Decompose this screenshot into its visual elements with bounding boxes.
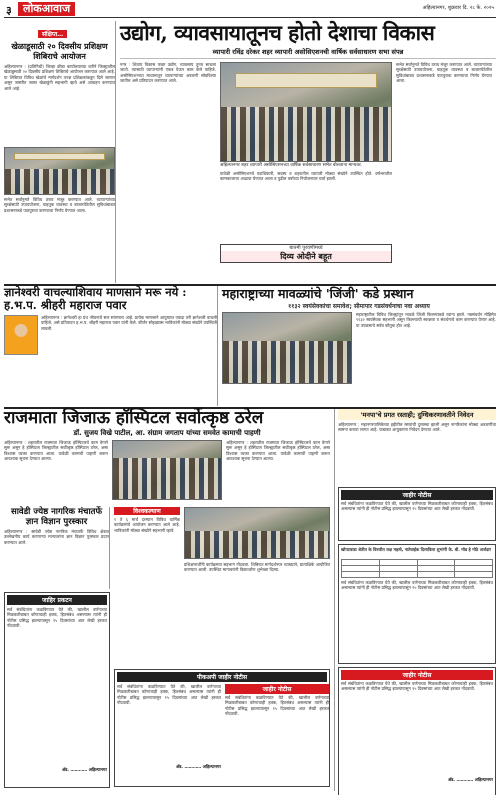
notice-table	[341, 559, 493, 578]
lead-headline: उद्योग, व्यावसायातूनच होतो देशाचा विकास	[120, 20, 435, 45]
lead-body-col2: यावेळी असोसिएशनचे पदाधिकारी, सदस्य व शहरातील व्यापारी मोठ्या संख्येने उपस्थित होते. वर्षभरातील कामकाजाचा आढावा घेण्यात आला व पुढील वर्षाच्या नियोजनावर चर्चा झाली.	[220, 170, 392, 181]
dnyaneshwari-story	[4, 286, 218, 406]
bottom-notices	[114, 669, 330, 791]
lead-body-col3: सभेत सर्वानुमते विविध ठराव मंजूर करण्यात आले. व्यापाऱ्यांच्या सुरक्षेसाठी उपाययोजना, वाहतूक व्यवस्था व बाजारपेठेतील सुविधांबाबत प्रशासनाकडे पाठपुरावा करण्याचा निर्णय घेण्यात आला.	[396, 62, 492, 84]
vishesh-box	[114, 507, 180, 667]
inner-box-kicker: बातमी पुरवणीमध्ये	[289, 244, 323, 251]
right-notice-bottom-title: जाहीर नोटीस	[341, 670, 493, 680]
brief-column	[4, 21, 116, 283]
public-notice-title: पीकअपी जाहीर नोटीस	[117, 672, 327, 682]
inner-box-title: दिव्य ओदीने बहूत	[221, 251, 391, 262]
hospital-subhead: डॉ. सुजय विखे पाटील, आ. संग्राम जगताप यांच्या समवेत कामाची पाहणी	[73, 429, 261, 437]
right-notice-top-title: जाहीर नोटीस	[341, 490, 493, 500]
brief-body: अहिल्यानगर : (प्रतिनिधी) जिल्हा क्रीडा कार्यालयाच्या वतीने जिल्ह्यातील खेळाडूसाठी २० दिवसीय प्रशिक्षण शिबिराचे आयोजन करण्यात आले आहे. या शिबिरात विविध खेळांचे मार्गदर्शन तज्ज्ञ प्रशिक्षकांकडून दिले जाणार असून जास्तीत जास्त खेळाडूंनी सहभागी व्हावे असे आवाहन करण्यात आले आहे.	[4, 64, 115, 91]
brief-photo	[4, 147, 115, 195]
dnyaneshwari-body: अहिल्यानगर : ज्ञानेश्वरी हा ग्रंथ जीवनाचे सार सांगणारा आहे. प्रत्येक माणसाने आयुष्यात एकदा तरी ज्ञानेश्वरी वाचली पाहिजे, असे प्रतिपादन ह.भ.प. श्रीहरी महाराज पवार यांनी केले. कीर्तन सोहळ्यास भाविकांनी मोठ्या संख्येने उपस्थिती लावली.	[41, 315, 217, 331]
jahir-notice-body: सर्व संबंधितांना कळविण्यात येते की, खालील वर्णनाच्या मिळकतीबाबत कोणाचाही हक्क, हितसंबंध असल्यास त्यांनी ही नोटीस प्रसिद्ध झाल्यापासून १५ दिवसांच्या आत लेखी हरकत नोंदवावी.	[225, 695, 329, 717]
jinji-headline: महाराष्ट्राच्या मावळ्यांचे 'जिंजी' कडे प्रस्थान	[222, 286, 414, 301]
training-photo	[184, 507, 330, 559]
lead-photo	[220, 62, 392, 162]
left-notice	[4, 592, 110, 791]
hospital-body-cont: अहिल्यानगर : शहरातील राजमाता जिजाऊ हॉस्पिटलचे काम वेगाने सुरू असून हे हॉस्पिटल जिल्ह्यातील सर्वोत्कृष्ठ हॉस्पिटल ठरेल, असा विश्वास व्यक्त करण्यात आला. यावेळी कामाची पाहणी करून आवश्यक सूचना देण्यात आल्या.	[226, 440, 330, 462]
dnyaneshwari-headline: ज्ञानेश्वरी वाचल्याशिवाय माणसाने मरू नये : ह.भ.प. श्रीहरी महाराज पवार	[4, 285, 187, 312]
lead-subhead: व्यापारी रविंद्र दरेकर शहर व्यापारी असोसिएशनची वार्षिक सर्वसाधारण सभा संपन्न	[120, 47, 496, 59]
right-notice-mid-body: सर्व संबंधितांना कळविण्यात येते की, खालील वर्णनाच्या मिळकतीबाबत कोणाचाही हक्क, हितसंबंध असल्यास त्यांनी ही नोटीस प्रसिद्ध झाल्यापासून १५ दिवसांच्या आत लेखी हरकत नोंदवावी.	[341, 580, 493, 591]
left-notice-title: जाहिर प्रकटन	[7, 595, 107, 605]
brief-headline: खेळाडूसाठी २० दिवसीय प्रशिक्षण शिबिराचे आयोजन	[11, 42, 108, 61]
right-notice-top	[338, 487, 496, 541]
right-notice-mid	[338, 544, 496, 664]
speaker-portrait	[4, 315, 38, 355]
right-notice-top-body: सर्व संबंधितांना कळविण्यात येते की, खालील वर्णनाच्या मिळकतीबाबत कोणाचाही हक्क, हितसंबंध असल्यास त्यांनी ही नोटीस प्रसिद्ध झाल्यापासून १५ दिवसांच्या आत लेखी हरकत नोंदवावी.	[341, 501, 493, 512]
jinji-story	[222, 286, 496, 406]
left-notice-signature: अ‍ॅड. ………… अहिल्यानगर	[61, 767, 107, 772]
right-notice-bottom-body: सर्व संबंधितांना कळविण्यात येते की, खालील वर्णनाच्या मिळकतीबाबत कोणाचाही हक्क, हितसंबंध असल्यास त्यांनी ही नोटीस प्रसिद्ध झाल्यापासून १५ दिवसांच्या आत लेखी हरकत नोंदवावी.	[341, 681, 493, 692]
training-story	[184, 507, 330, 667]
lead-story	[120, 21, 496, 283]
public-notice-body: सर्व संबंधितांना कळविण्यात येते की, खालील वर्णनाच्या मिळकतीबाबत कोणाचाही हक्क, हितसंबंध असल्यास त्यांनी ही नोटीस प्रसिद्ध झाल्यापासून १५ दिवसांच्या आत लेखी हरकत नोंदवावी.	[117, 684, 221, 706]
award-body: अहिल्यानगर : सावेडी ज्येष्ठ नागरिक मंचातर्फे विविध क्षेत्रात उल्लेखनीय कार्य करणाऱ्या मान्यवरांना ज्ञान विज्ञान पुरस्कार प्रदान करण्यात आले.	[4, 529, 109, 545]
left-notice-body: सर्व संबंधितांना कळविण्यात येते की, खालील वर्णनाच्या मिळकतीबाबत कोणाचाही हक्क, हितसंबंध असल्यास त्यांनी ही नोटीस प्रसिद्ध झाल्यापासून १५ दिवसांच्या आत लेखी हरकत नोंदवावी.	[7, 607, 107, 629]
brief-tag: संक्षिप्त…	[38, 30, 67, 38]
right-notice-bottom	[338, 667, 496, 795]
hospital-story	[4, 409, 330, 505]
jinji-body: महाराष्ट्रातील विविध जिल्ह्यांतून मावळे जिंजी किल्ल्याकडे रवाना झाले. गडसंवर्धन मोहिमेत ११३२ स्वयंसेवक सहभागी असून किल्ल्याची स्वच्छता व संवर्धनाचे काम करण्यात येणार आहे. या उपक्रमाचे सर्वत्र कौतुक होत आहे.	[356, 312, 496, 328]
notice-signature: अ‍ॅड. ………… अहिल्यानगर	[447, 777, 493, 782]
vishesh-body: १ ते ६ मार्च दरम्यान विविध धार्मिक कार्यक्रमांचे आयोजन करण्यात आले आहे. भाविकांनी मोठ्या संख्येने सहभागी व्हावे.	[114, 517, 180, 533]
vishesh-tag: विश्वकल्याण	[114, 507, 180, 515]
right-notice-mid-title: खोपटवाडा शेतीत के विरजीत लक्ष महत्वे, नातेवाईक दिलाविला शुभांगी के. बी. मोड हे मोठे अर्जदार	[341, 547, 492, 552]
training-body: प्रशिक्षणार्थींनी कार्यक्रमात सहभाग नोंदवला. शिबिरात मार्गदर्शनपर व्याख्याने, प्रात्यक्षिके आयोजित करण्यात आली. उपस्थित मान्यवरांनी विद्यार्थ्यांना शुभेच्छा दिल्या.	[184, 562, 330, 573]
right-column	[334, 409, 496, 791]
mnpa-headline: 'मनपा'चे प्रगत रस्ताही; दुग्धिकरणावतीने निवेदन	[338, 409, 496, 420]
paper-name: लोकआवाज	[18, 2, 75, 16]
masthead	[4, 2, 496, 18]
hospital-photo	[112, 440, 222, 500]
hospital-headline: राजमाता जिजाऊ हॉस्पिटल सर्वोत्कृष्ठ ठरेल	[4, 408, 264, 428]
jinji-subhead: ११३२ स्वयंसेवकांचा समावेश; सीमापार गडसंवर्धनाचा नवा अध्याय	[288, 303, 430, 310]
lead-body-col1: नगर : शिवाय विकास फक्त उद्योग, व्यावसाय तूनच साधला जातो. त्यासाठी व्यापाऱ्यांनी एकत्र येऊन काम केले पाहिजे. असोसिएशनच्या माध्यमातून व्यापाऱ्यांच्या अडचणी सोडविल्या जातील असे प्रतिपादन करण्यात आले.	[120, 62, 216, 84]
award-headline: सावेडी ज्येष्ठ नागरिक मंचातर्फे ज्ञान विज्ञान पुरस्कार	[10, 507, 103, 527]
brief-body-cont: सभेत सर्वानुमते विविध ठराव मंजूर करण्यात आले. व्यापाऱ्यांच्या सुरक्षेसाठी उपाययोजना, वाहतूक व्यवस्था व बाजारपेठेतील सुविधांबाबत प्रशासनाकडे पाठपुरावा करण्याचा निर्णय घेण्यात आला.	[4, 197, 115, 213]
page-number: ३	[6, 4, 12, 17]
inner-box	[220, 244, 392, 263]
jahir-notice-title: जाहीर नोटीस	[225, 684, 329, 694]
public-notice-signature: अ‍ॅड. ………… अहिल्यानगर	[175, 764, 221, 769]
issue-line: अहिल्यानगर, शुक्रवार दि. २८ फे. २०२५	[422, 5, 494, 11]
hospital-body: अहिल्यानगर : शहरातील राजमाता जिजाऊ हॉस्पिटलचे काम वेगाने सुरू असून हे हॉस्पिटल जिल्ह्यातील सर्वोत्कृष्ठ हॉस्पिटल ठरेल, असा विश्वास व्यक्त करण्यात आला. यावेळी कामाची पाहणी करून आवश्यक सूचना देण्यात आल्या.	[4, 440, 108, 462]
jinji-photo	[222, 312, 352, 384]
award-story	[4, 507, 110, 589]
mnpa-body: अहिल्यानगर : महानगरपालिकेच्या हद्दीतील रस्त्यांची दुरवस्था झाली असून नागरिकांना मोठ्या अडचणींचा सामना करावा लागत आहे. याबाबत आयुक्तांना निवेदन देण्यात आले.	[338, 422, 496, 433]
lead-photo-caption: अहिल्यानगर शहर व्यापारी असोसिएशनच्या वार्षिक सर्वसाधारण सभेत बोलताना मान्यवर.	[220, 163, 363, 168]
